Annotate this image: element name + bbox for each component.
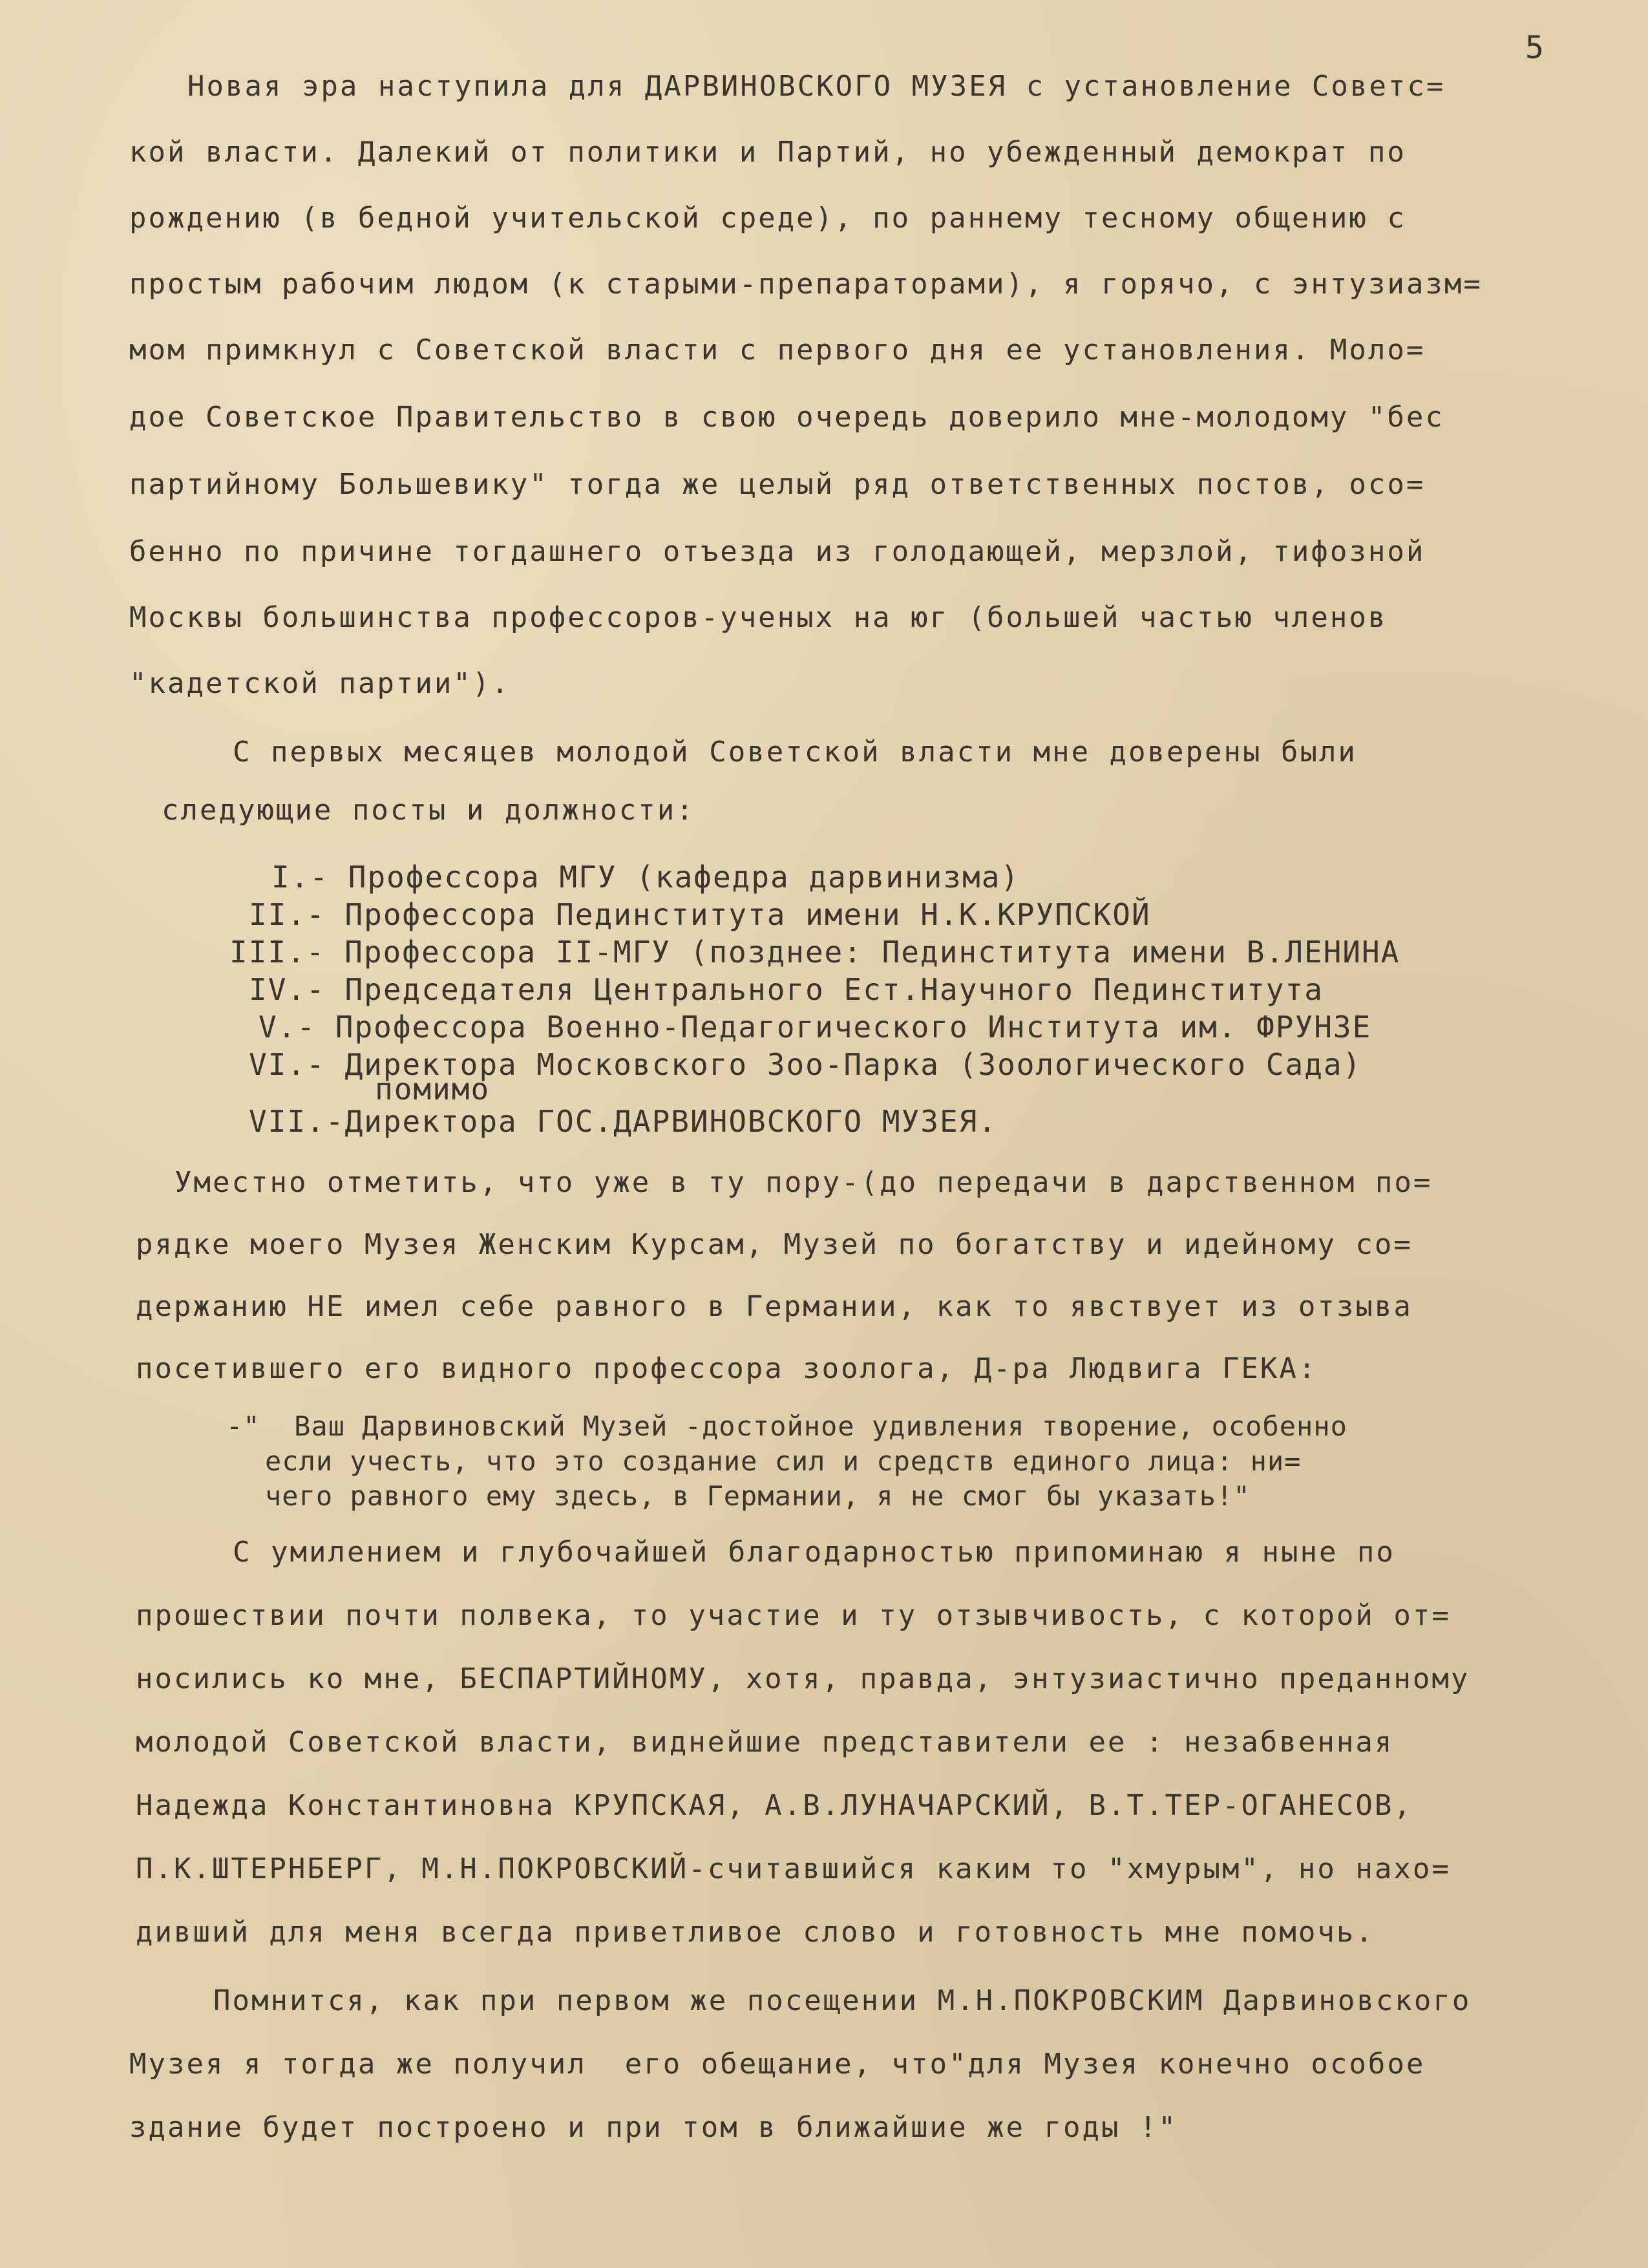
- paragraph-1-line-3: рождению (в бедной учительской среде), по раннему тесному общению с: [129, 202, 1406, 235]
- paragraph-4-line-2: прошествии почти полвека, то участие и ту отзывчивость, с которой от=: [136, 1599, 1451, 1632]
- quote-line-3: чего равного ему здесь, в Германии, я не смог бы указать!": [265, 1480, 1251, 1512]
- paragraph-1-line-10: "кадетской партии").: [129, 667, 511, 700]
- paragraph-5-line-3: здание будет построено и при том в ближайшие же годы !": [129, 2111, 1178, 2144]
- paragraph-3-line-2: рядке моего Музея Женским Курсам, Музей по богатству и идейному со=: [136, 1228, 1413, 1261]
- position-item-2: II.- Профессора Пединститута имени Н.К.КРУПСКОЙ: [249, 897, 1151, 932]
- paragraph-1-line-6: дое Советское Правительство в свою очередь доверило мне-молодому "бес: [129, 401, 1444, 434]
- quote-line-1: -" Ваш Дарвиновский Музей -достойное удивления творение, особенно: [226, 1410, 1347, 1442]
- paragraph-1-line-1: Новая эра наступила для ДАРВИНОВСКОГО МУЗЕЯ с установление Советс=: [187, 70, 1446, 103]
- paragraph-1-line-5: мом примкнул с Советской власти с первого дня ее установления. Моло=: [129, 334, 1426, 366]
- position-item-4: IV.- Председателя Центрального Ест.Научного Пединститута: [249, 972, 1324, 1007]
- page-number: 5: [1525, 30, 1544, 66]
- position-item-3: III.- Профессора II-МГУ (позднее: Пединститута имени В.ЛЕНИНА: [229, 935, 1400, 970]
- paragraph-3-line-3: держанию НЕ имел себе равного в Германии, как то явствует из отзыва: [136, 1290, 1413, 1323]
- paragraph-4-line-3: носились ко мне, БЕСПАРТИЙНОМУ, хотя, правда, энтузиастично преданному: [136, 1662, 1470, 1695]
- paragraph-1-line-8: бенно по причине тогдашнего отъезда из голодающей, мерзлой, тифозной: [129, 535, 1426, 568]
- paragraph-1-line-2: кой власти. Далекий от политики и Партий, но убежденный демократ по: [129, 136, 1406, 169]
- paragraph-4-line-1: С умилением и глубочайшей благодарностью припоминаю я ныне по: [233, 1536, 1395, 1569]
- paragraph-4-line-4: молодой Советской власти, виднейшие представители ее : незабвенная: [136, 1726, 1394, 1759]
- position-item-7: VII.-Директора ГОС.ДАРВИНОВСКОГО МУЗЕЯ.: [249, 1104, 998, 1139]
- paragraph-3-line-4: посетившего его видного профессора зоолога, Д-ра Людвига ГЕКА:: [136, 1352, 1318, 1385]
- position-item-5: V.- Профессора Военно-Педагогического Института им. ФРУНЗЕ: [259, 1010, 1372, 1044]
- paragraph-2-line-2: следующие посты и должности:: [162, 794, 695, 827]
- paragraph-5-line-2: Музея я тогда же получил его обещание, что"для Музея конечно особое: [129, 2048, 1426, 2081]
- paragraph-3-line-1: Уместно отметить, что уже в ту пору-(до передачи в дарственном по=: [174, 1166, 1433, 1199]
- paragraph-4-line-7: дивший для меня всегда приветливое слово и готовность мне помочь.: [136, 1916, 1375, 1949]
- position-item-6-continuation: помимо: [375, 1072, 491, 1107]
- paragraph-5-line-1: Помнится, как при первом же посещении М.Н.ПОКРОВСКИМ Дарвиновского: [213, 1984, 1472, 2017]
- paragraph-1-line-7: партийному Большевику" тогда же целый ряд ответственных постов, осо=: [129, 468, 1426, 501]
- paragraph-1-line-9: Москвы большинства профессоров-ученых на юг (большей частью членов: [129, 601, 1388, 634]
- paragraph-4-line-5: Надежда Константиновна КРУПСКАЯ, А.В.ЛУНАЧАРСКИЙ, В.Т.ТЕР-ОГАНЕСОВ,: [136, 1789, 1413, 1822]
- paragraph-2-line-1: С первых месяцев молодой Советской власти мне доверены были: [233, 736, 1357, 768]
- quote-line-2: если учесть, что это создание сил и средств единого лица: ни=: [265, 1445, 1302, 1477]
- position-item-1: I.- Профессора МГУ (кафедра дарвинизма): [271, 860, 1020, 895]
- paragraph-4-line-6: П.К.ШТЕРНБЕРГ, М.Н.ПОКРОВСКИЙ-считавшийся каким то "хмурым", но нахо=: [136, 1852, 1451, 1885]
- position-item-6: VI.- Директора Московского Зоо-Парка (Зоологического Сада): [249, 1047, 1362, 1082]
- paragraph-1-line-4: простым рабочим людом (к старыми-препараторами), я горячо, с энтузиазм=: [129, 268, 1483, 301]
